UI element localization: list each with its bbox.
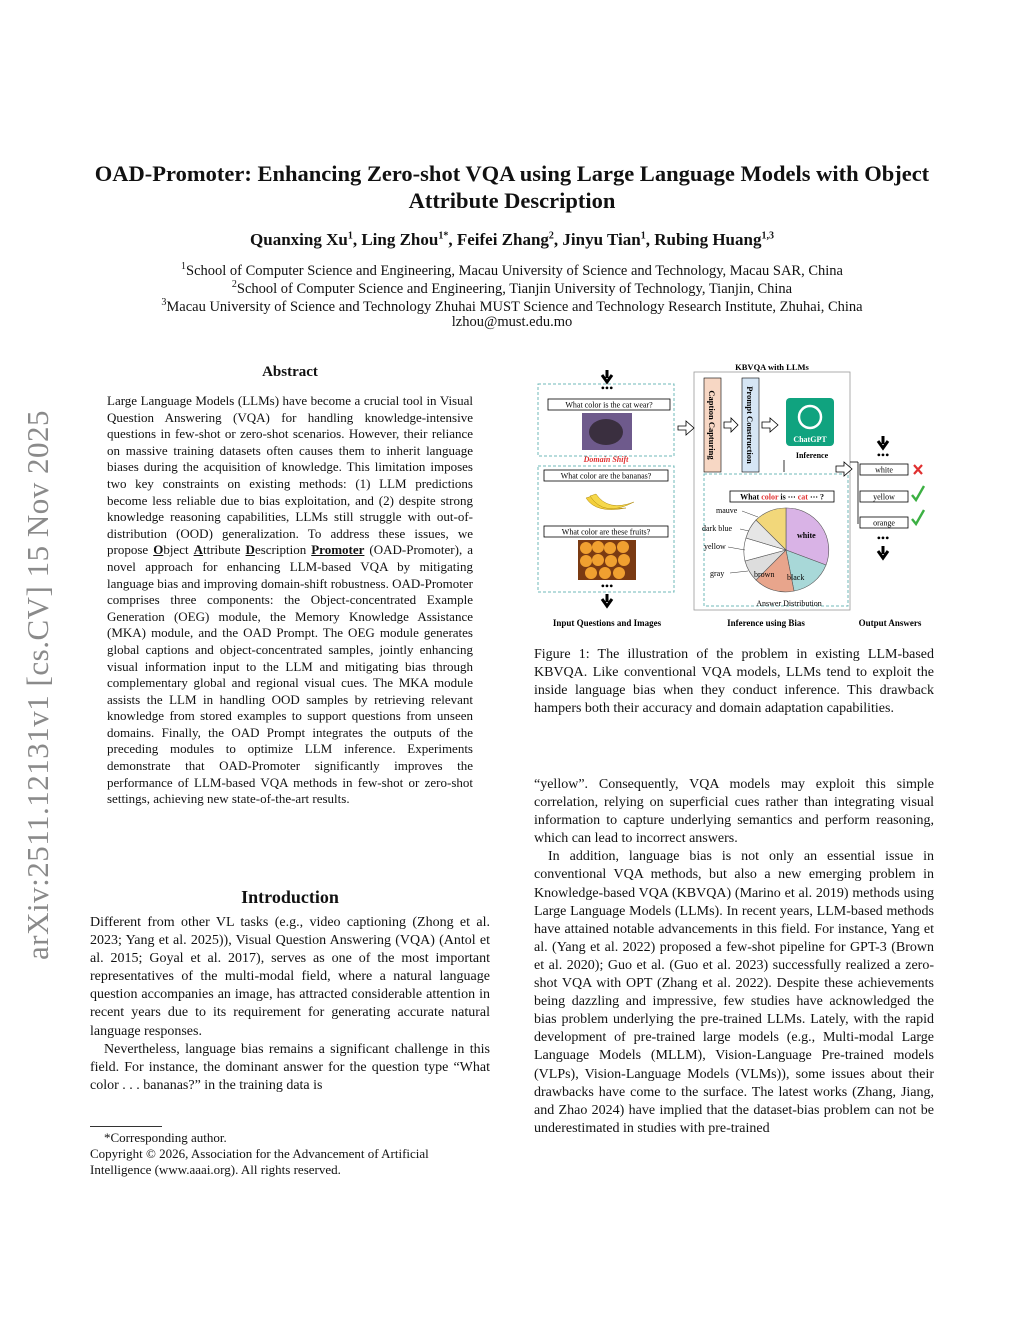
bias-question-part: is ⋯ xyxy=(778,492,798,502)
copyright-note: Copyright © 2026, Association for the Advancement of Artificial Intelligence (www.aaai.org). All rights reserved. xyxy=(90,1146,429,1177)
cat-image-shape xyxy=(589,419,623,445)
kbvqa-title: KBVQA with LLMs xyxy=(735,362,809,372)
author-name: Quanxing Xu xyxy=(250,230,348,249)
author-sup: 1 xyxy=(640,230,646,242)
abstract-text: ttribute xyxy=(202,542,246,558)
down-arrow-icon xyxy=(878,546,888,558)
abstract-text: escription xyxy=(254,542,312,558)
question-text: What color is the cat wear? xyxy=(565,400,653,410)
author-list: Quanxing Xu$^1$, Ling Zhou$^{1*}$, Feifei Zhang$^2$, Jinyu Tian$^1$, Rubing Huang$^{1,3}$ xyxy=(250,230,774,249)
abstract-text: bject xyxy=(163,542,194,558)
question-text: What color are the bananas? xyxy=(560,471,652,481)
abstract-text: (OAD-Promoter), a novel approach for enhancing LLM-based VQA by mitigating language bias and improving domain-shift robustness. OAD-Promoter comprises three components: the Object-concentrated Example Generation (OEG) module, the Memory Knowledge Assistance (MKA) module, and the OAD Prompt. The OEG module generates global captions and object-concentrated samples, jointly enhancing visual information input to the LLM and mitigating bias through complementary global and regional visual cues. The MKA module assists the LLM in handling OOD samples by retrieving relevant knowledge from stored examples to support questions from unseen domains. Finally, the OAD Prompt integrates the outputs of the preceding modules to optimize LLM inference. Experiments demonstrate that OAD-Promoter significantly improves the performance of LLM-based VQA methods in few-shot or zero-shot settings, achieving new state-of-the-art results. xyxy=(107,542,473,807)
pie-label: mauve xyxy=(716,506,738,515)
acronym-letter: D xyxy=(245,542,255,558)
pie-label: yellow xyxy=(704,542,726,551)
author-sup: 1,3 xyxy=(761,230,774,242)
leader-line xyxy=(730,571,748,573)
figure-1 xyxy=(534,362,934,630)
chatgpt-label: ChatGPT xyxy=(793,435,827,444)
down-arrow-icon xyxy=(878,436,888,448)
email[interactable]: lzhou@must.edu.mo xyxy=(451,314,573,330)
figure-column-label: Input Questions and Images xyxy=(552,618,662,628)
domain-shift-label: Domain Shift xyxy=(583,455,629,464)
leader-line xyxy=(740,529,749,531)
abstract-body xyxy=(107,393,473,808)
pie-label: dark blue xyxy=(702,524,732,533)
acronym-promoter: Promoter xyxy=(311,542,365,558)
ellipsis: ••• xyxy=(876,531,890,545)
paragraph: Different from other VL tasks (e.g., video captioning (Zhong et al. 2023; Yang et al. 2025)), Visual Question Answering (VQA) (Antol et al. 2015; Goyal et al. 2017), serves as one of the most important representatives of the multi-modal field, where a natural language question accompanies an image, has attracted considerable attention in recent years due to its requirement for generating accurate natural language responses. xyxy=(90,915,490,1039)
bias-question-part: What xyxy=(740,492,762,502)
author-name: Jinyu Tian xyxy=(562,230,641,249)
footnote-rule xyxy=(90,1126,162,1127)
author-sup: 1* xyxy=(438,230,449,242)
paper-title: OAD-Promoter: Enhancing Zero-shot VQA using Large Language Models with Object Attribute Description xyxy=(94,161,930,213)
paragraph: “yellow”. Consequently, VQA models may exploit this simple correlation, relying on superficial cues rather than integrating visual information to capture underlying semantics and perform reasoning, which can lead to incorrect answers. xyxy=(534,777,934,847)
answer-text: orange xyxy=(873,518,895,528)
paragraph: In addition, language bias is not only an essential issue in conventional VQA methods, but also a new emerging problem in Knowledge-based VQA (KBVQA) (Marino et al. 2019) methods using Large Language Models (LLMs). In recent years, LLM-based methods have attained notable advancements in this field. For instance, Yang et al. (Yang et al. 2022) proposed a few-shot pipeline for GPT-3 (Brown et al. 2020); Guo et al. (Guo et al. 2023) successfully realized a zero-shot VQA with OPT (Zhang et al. 2022). Despite these achievements being dazzling and impressive, few studies have acknowledged the bias problem underlying the pre-trained LLMs. Lately, with the rapid development of pre-trained large models (e.g., Multi-modal Large Language Models (MLLM), Vision-Language Pre-trained models (VLPs), Vision-Language Models (VLMs)), some issues about their drawbacks have come to the surface. The latest works (Zhang, Jiang, and Zhao 2024) have implied that the dataset-bias problem can not be underestimated in studies with pre-trained xyxy=(534,849,934,1136)
author-sup: 2 xyxy=(548,230,554,242)
inference-label: Inference xyxy=(795,451,829,460)
ellipsis: ••• xyxy=(600,381,614,395)
question-text: What color are these fruits? xyxy=(561,527,651,537)
author-name: Feifei Zhang xyxy=(456,230,549,249)
down-arrow-icon xyxy=(602,594,612,606)
affiliation-text: School of Computer Science and Engineering, Tianjin University of Technology, Tianjin, China xyxy=(236,280,793,297)
bias-question-part: ⋯ ? xyxy=(807,492,824,502)
affiliation-text: Macau University of Science and Technology Zhuhai MUST Science and Technology Research Institute, Zhuhai, China xyxy=(166,298,863,315)
figure-caption: Figure 1: The illustration of the problem in existing LLM-based KBVQA. Like conventional VQA models, LLMs tend to exploit the inside language bias when they conduct inference. This drawback hampers both their accuracy and domain adaptation capabilities. xyxy=(534,647,934,717)
affiliation-sup: 2 xyxy=(231,279,237,290)
right-arrow-icon xyxy=(678,421,694,435)
check-icon xyxy=(912,486,924,500)
cross-icon xyxy=(914,465,922,474)
paragraph: Nevertheless, language bias remains a significant challenge in this field. For instance, the dominant answer for the question type “What color . . . bananas?” in the training data is xyxy=(90,1041,490,1093)
author-name: Ling Zhou xyxy=(361,230,439,249)
check-icon xyxy=(912,510,924,524)
abstract-heading: Abstract xyxy=(262,364,318,380)
affiliation-sup: 1 xyxy=(181,261,187,272)
leader-line xyxy=(728,547,745,550)
corresponding-note: *Corresponding author. xyxy=(104,1130,227,1145)
pie-label: gray xyxy=(710,569,725,578)
figure-column-label: Inference using Bias xyxy=(727,618,805,628)
abstract-text: Large Language Models (LLMs) have become a crucial tool in Visual Question Answering (VQA) for handling knowledge-intensive questions in few-shot or zero-shot scenarios. However, their reliance on massive training datasets often causes them to inherit language biases during the acquisition of knowledge. This limitation imposes two key constraints on existing methods: (1) LLM predictions become less reliable due to bias exploitation, and (2) despite strong knowledge reasoning capabilities, LLMs still struggle with out-of-distribution (OOD) generalization. To address these issues, we propose xyxy=(107,393,473,558)
caption-capturing-label: Caption Capturing xyxy=(707,390,717,460)
acronym-letter: A xyxy=(193,542,203,558)
right-column-body xyxy=(534,776,934,1138)
leader-line xyxy=(742,511,758,517)
author-name: Rubing Huang xyxy=(654,230,762,249)
acronym-letter: O xyxy=(153,542,164,558)
pie-label: black xyxy=(787,573,805,582)
answer-distribution-label: Answer Distribution xyxy=(756,599,822,608)
affiliation-sup: 3 xyxy=(161,297,167,308)
ellipsis: ••• xyxy=(600,579,614,593)
arxiv-watermark: arXiv:2511.12131v1 [cs.CV] 15 Nov 2025 xyxy=(20,410,55,960)
footnote xyxy=(90,1130,490,1178)
author-sup: 1 xyxy=(347,230,353,242)
bias-question-part: cat xyxy=(797,492,808,502)
pie-label: white xyxy=(797,531,816,540)
answer-text: white xyxy=(875,465,893,475)
introduction-heading: Introduction xyxy=(241,887,339,907)
affiliation-text: School of Computer Science and Engineering, Macau University of Science and Technology, Macau SAR, China xyxy=(186,262,843,279)
introduction-body xyxy=(90,914,490,1095)
bias-question-part: color xyxy=(761,492,779,502)
ellipsis: ••• xyxy=(876,448,890,462)
prompt-construction-label: Prompt Construction xyxy=(745,386,755,464)
figure-column-label: Output Answers xyxy=(858,618,922,628)
right-arrow-icon xyxy=(762,418,778,432)
answer-text: yellow xyxy=(873,492,895,502)
bias-question xyxy=(740,493,824,502)
right-arrow-icon xyxy=(836,462,852,476)
pie-label: brown xyxy=(754,570,775,579)
right-arrow-icon xyxy=(724,418,738,432)
